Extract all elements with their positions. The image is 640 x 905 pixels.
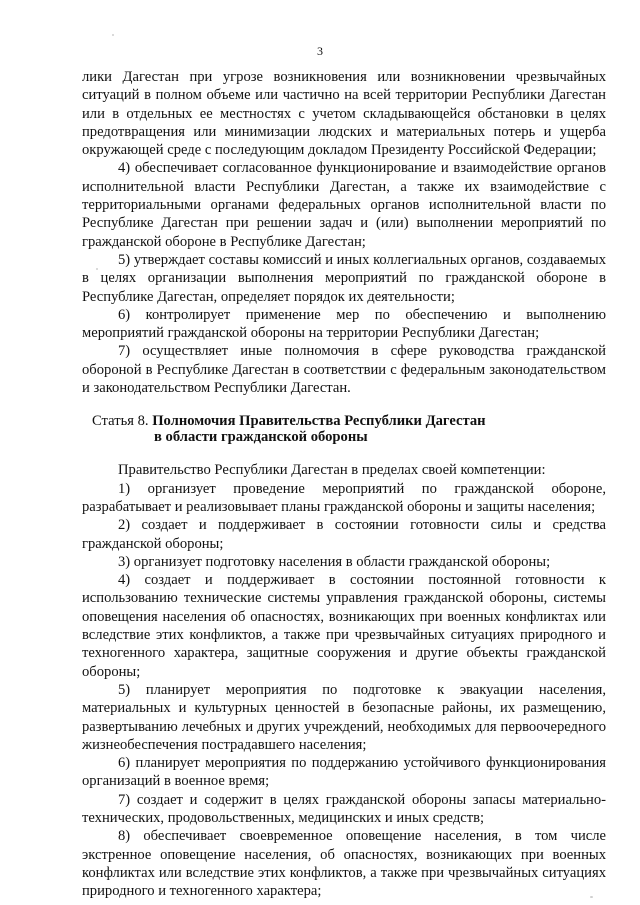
paragraph: 5) планирует мероприятия по подготовке к эвакуации населения, материальных и культурных ценностей в безопасные районы, их размещению, развертыванию лечебных и других учреждений, необходимых для первоочередного жизнеобеспечения пострадавшего населения; (82, 681, 606, 753)
paragraph: 2) создает и поддерживает в состоянии готовности силы и средства гражданской обороны; (82, 517, 606, 552)
paragraph: 4) создает и поддерживает в состоянии постоянной готовности к использованию технические системы управления гражданской обороны, системы оповещения населения об опасностях, возникающих при военных конфликтах или вследствие этих конфликтов, а также при чрезвычайных ситуациях природного и техногенного характера, защитные сооружения и другие объекты гражданской обороны; (82, 572, 606, 680)
paragraph: 1) организует проведение мероприятий по гражданской обороне, разрабатывает и реализовывает планы гражданской обороны и защиты населения; (82, 480, 606, 515)
paragraphs-after (82, 461, 606, 900)
article-heading (82, 413, 606, 445)
paragraph: 8) обеспечивает своевременное оповещение населения, в том числе экстренное оповещение населения, об опасностях, возникающих при военных конфликтах или вследствие этих конфликтов, а также при чрезвычайных ситуациях природного и техногенного характера; (82, 828, 606, 900)
scan-speck (590, 896, 593, 898)
paragraph: Правительство Республики Дагестан в пределах своей компетенции: (118, 462, 546, 479)
article-label: Статья 8. (92, 413, 149, 430)
paragraph: 4) обеспечивает согласованное функционирование и взаимодействие органов исполнительной власти Республики Дагестан, а также их взаимодействие с территориальными органами федеральных органов исполнительной власти по Республике Дагестан при решении задач и (или) выполнении мероприятий по гражданской обороне в Республике Дагестан; (82, 160, 606, 250)
page-number: 3 (317, 44, 323, 58)
scan-speck (96, 268, 98, 270)
scan-speck (112, 34, 114, 36)
paragraph: лики Дагестан при угрозе возникновения или возникновении чрезвычайных ситуаций в полном объеме или частично на всей территории Республики Дагестан или в отдельных ее местностях с учетом складывающейся обстановки в целях предотвращения или минимизации людских и материальных потерь и ущерба окружающей среде с последующим докладом Президенту Российской Федерации; (82, 69, 606, 159)
paragraph: 7) создает и содержит в целях гражданской обороны запасы материально-технических, продовольственных, медицинских и иных средств; (82, 791, 606, 826)
paragraph: 6) контролирует применение мер по обеспечению и выполнению мероприятий гражданской обороны на территории Республики Дагестан; (82, 306, 606, 342)
paragraphs-before (82, 68, 606, 397)
paragraph: 6) планирует мероприятия по поддержанию устойчивого функционирования организаций в военное время; (82, 755, 606, 790)
paragraph: 3) организует подготовку населения в области гражданской обороны; (118, 553, 551, 570)
document-body (82, 68, 606, 900)
paragraph: 5) утверждает составы комиссий и иных коллегиальных органов, создаваемых в целях организации выполнения мероприятий по гражданской обороне в Республике Дагестан, определяет порядок их деятельности; (82, 251, 606, 305)
paragraph: 7) осуществляет иные полномочия в сфере руководства гражданской обороной в Республике Дагестан в соответствии с федеральным законодательством и законодательством Республики Дагестан. (82, 343, 606, 397)
article-title-line-2: в области гражданской обороны (154, 429, 368, 446)
article-title-line-1: Полномочия Правительства Республики Дагестан (152, 413, 486, 430)
